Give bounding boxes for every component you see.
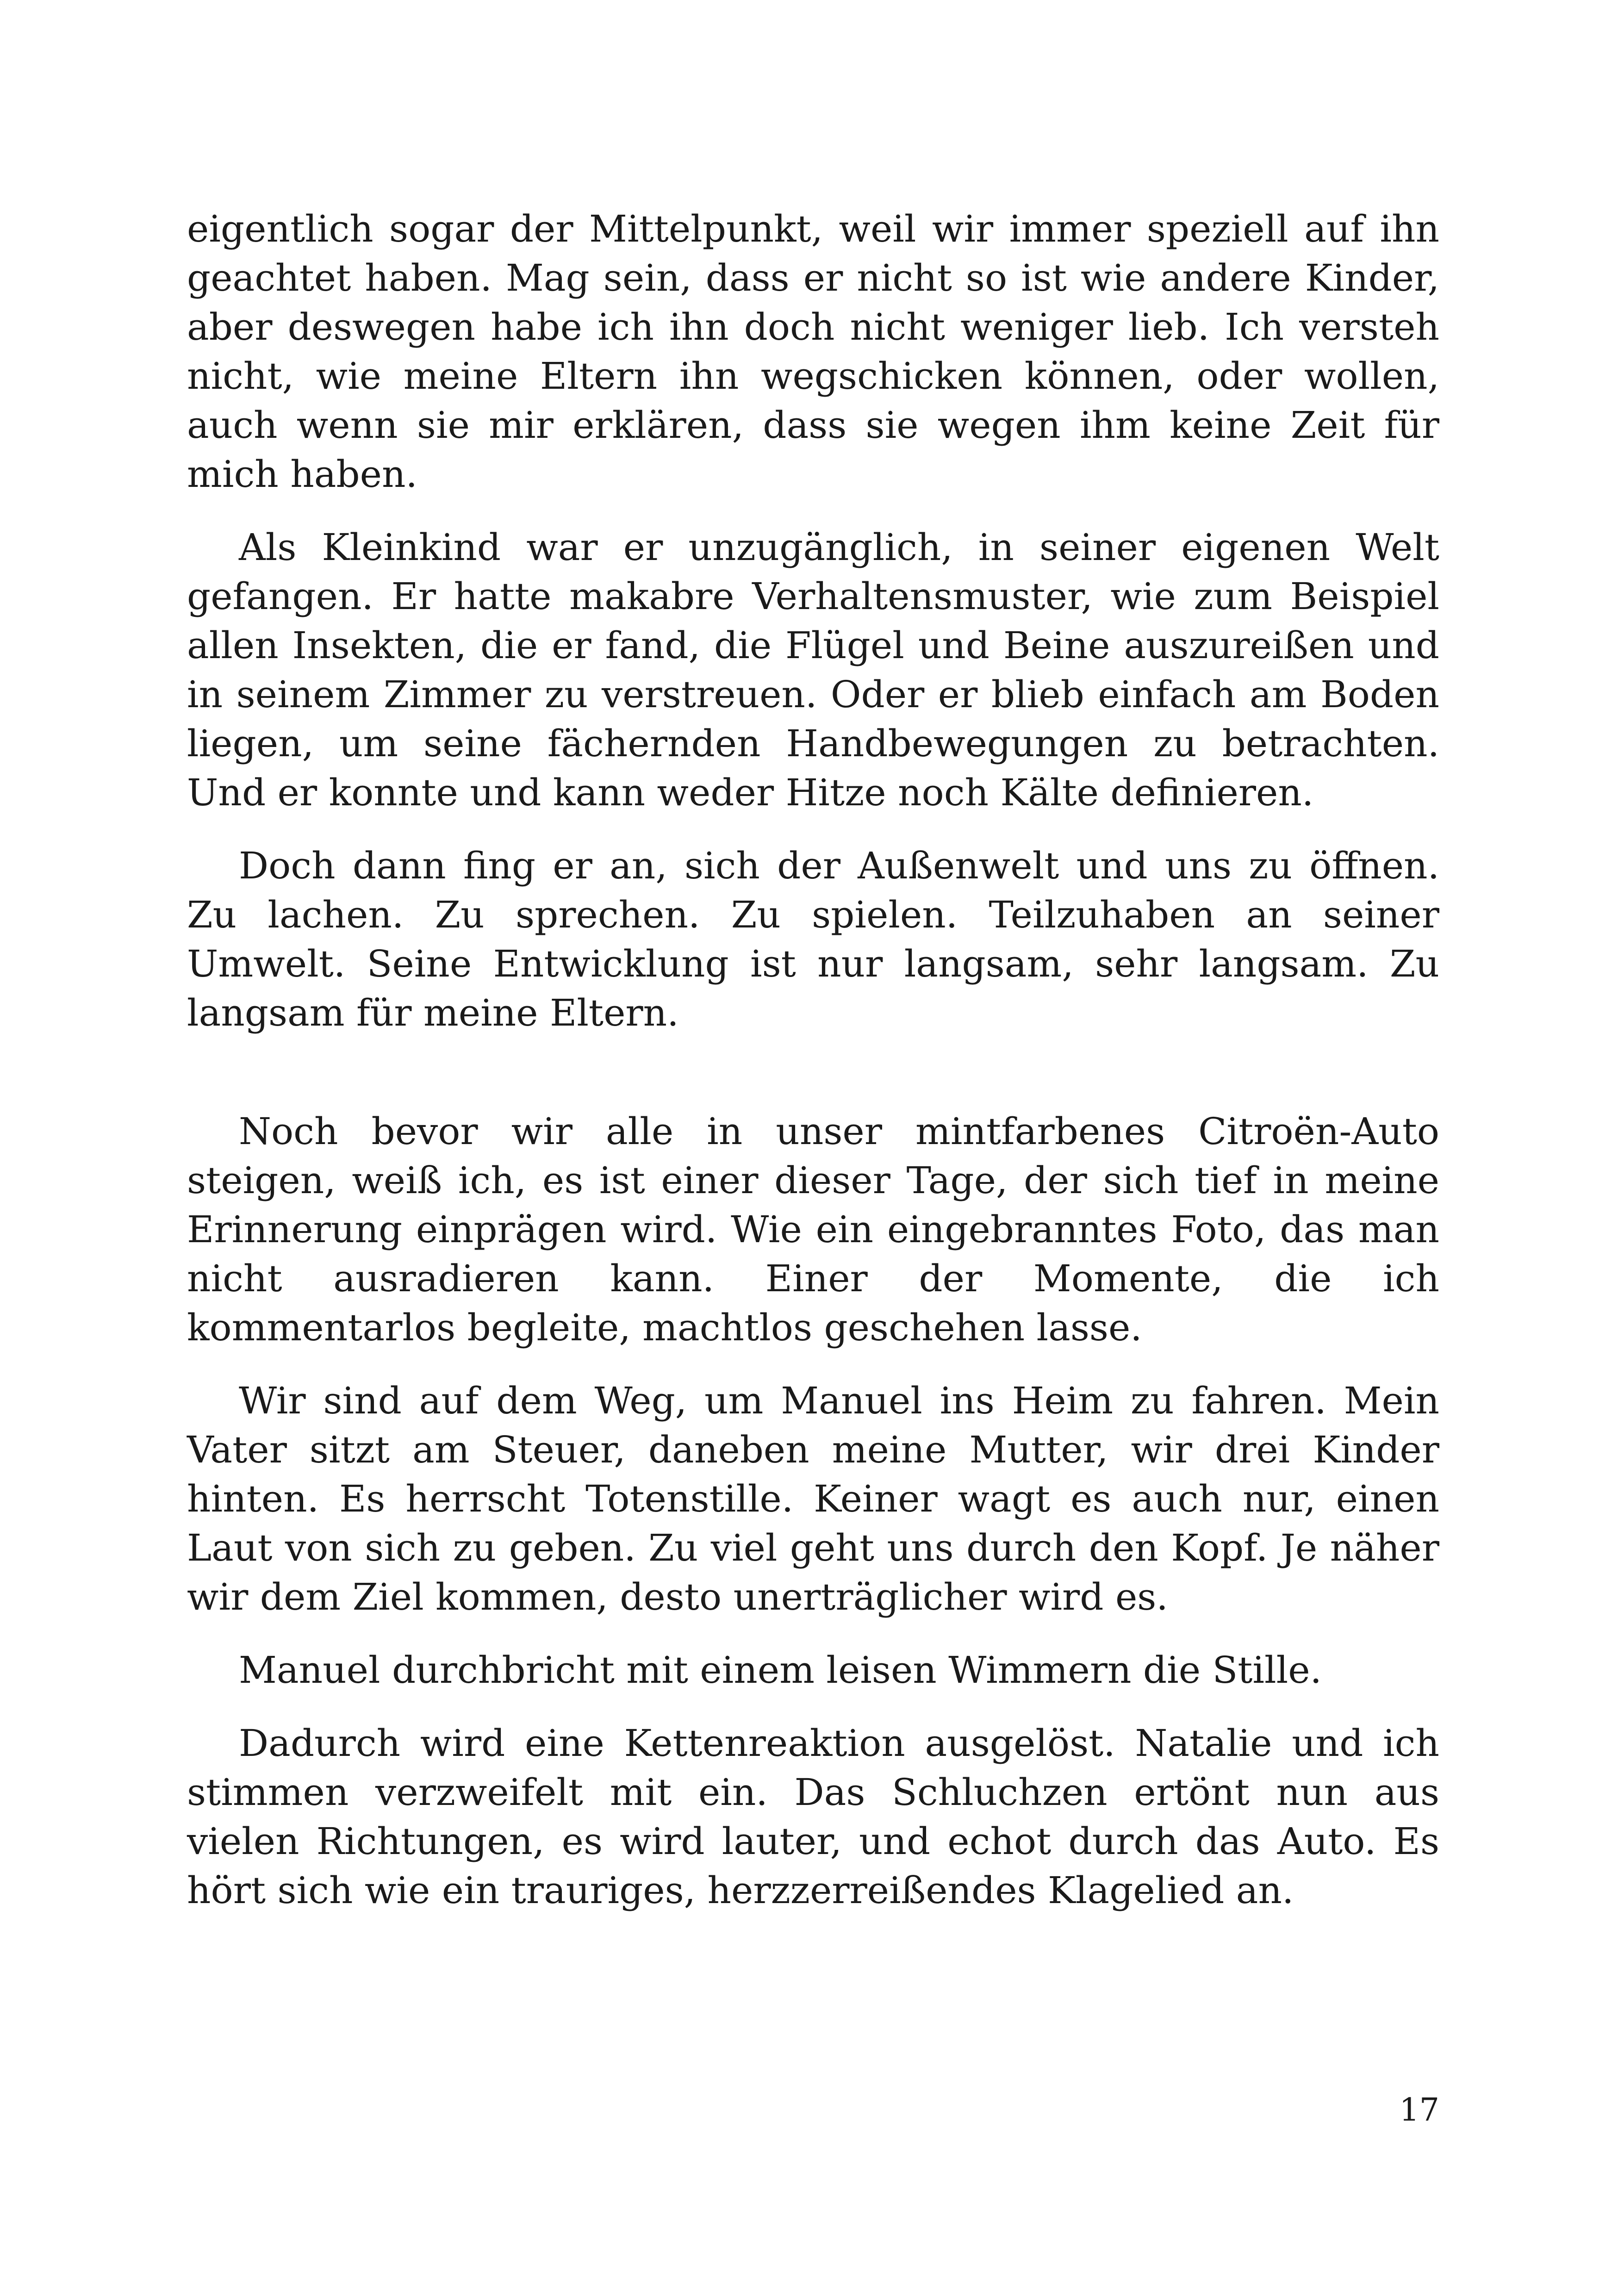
text-section-2 — [187, 1107, 1439, 1915]
paragraph-6: Manuel durchbricht mit einem leisen Wimmern die Stille. — [239, 1649, 1322, 1692]
paragraph-3: Doch dann fing er an, sich der Außenwelt und uns zu öffnen. Zu lachen. Zu sprechen. Zu spielen. Teilzuhaben an seiner Umwelt. Seine Entwicklung ist nur langsam, sehr langsam. Zu langsam für meine Eltern. — [187, 844, 1439, 1034]
paragraph-1: eigentlich sogar der Mittelpunkt, weil wir immer speziell auf ihn geachtet haben. Mag sein, dass er nicht so ist wie andere Kinder, aber deswegen habe ich ihn doch nicht weniger lieb. Ich versteh nicht, wie meine Eltern ihn wegschicken können, oder wollen, auch wenn sie mir erklären, dass sie wegen ihm keine Zeit für mich haben. — [187, 207, 1439, 496]
paragraph-7: Dadurch wird eine Kettenreaktion ausgelöst. Natalie und ich stimmen verzweifelt mit ein. Das Schluchzen ertönt nun aus vielen Richtungen, es wird lauter, und echot durch das Auto. Es hört sich wie ein trauriges, herzzerreißendes Klagelied an. — [187, 1722, 1439, 1912]
paragraph-2: Als Kleinkind war er unzugänglich, in seiner eigenen Welt gefangen. Er hatte makabre Verhaltensmuster, wie zum Beispiel allen Insekten, die er fand, die Flügel und Beine auszureißen und in seinem Zimmer zu verstreuen. Oder er blieb einfach am Boden liegen, um seine fächernden Handbewegungen zu betrachten. Und er konnte und kann weder Hitze noch Kälte definieren. — [187, 526, 1439, 814]
paragraph-4: Noch bevor wir alle in unser mintfarbenes Citroën-Auto steigen, weiß ich, es ist einer dieser Tage, der sich tief in meine Erinnerung einprägen wird. Wie ein eingebranntes Foto, das man nicht ausradieren kann. Einer der Momente, die ich kommentarlos begleite, machtlos geschehen lasse. — [187, 1110, 1439, 1349]
page-number: 17 — [1399, 2092, 1439, 2128]
text-section-1 — [187, 205, 1439, 1038]
paragraph-5: Wir sind auf dem Weg, um Manuel ins Heim zu fahren. Mein Vater sitzt am Steuer, daneben meine Mutter, wir drei Kinder hinten. Es herrscht Totenstille. Keiner wagt es auch nur, einen Laut von sich zu geben. Zu viel geht uns durch den Kopf. Je näher wir dem Ziel kommen, desto unerträglicher wird es. — [187, 1379, 1439, 1618]
